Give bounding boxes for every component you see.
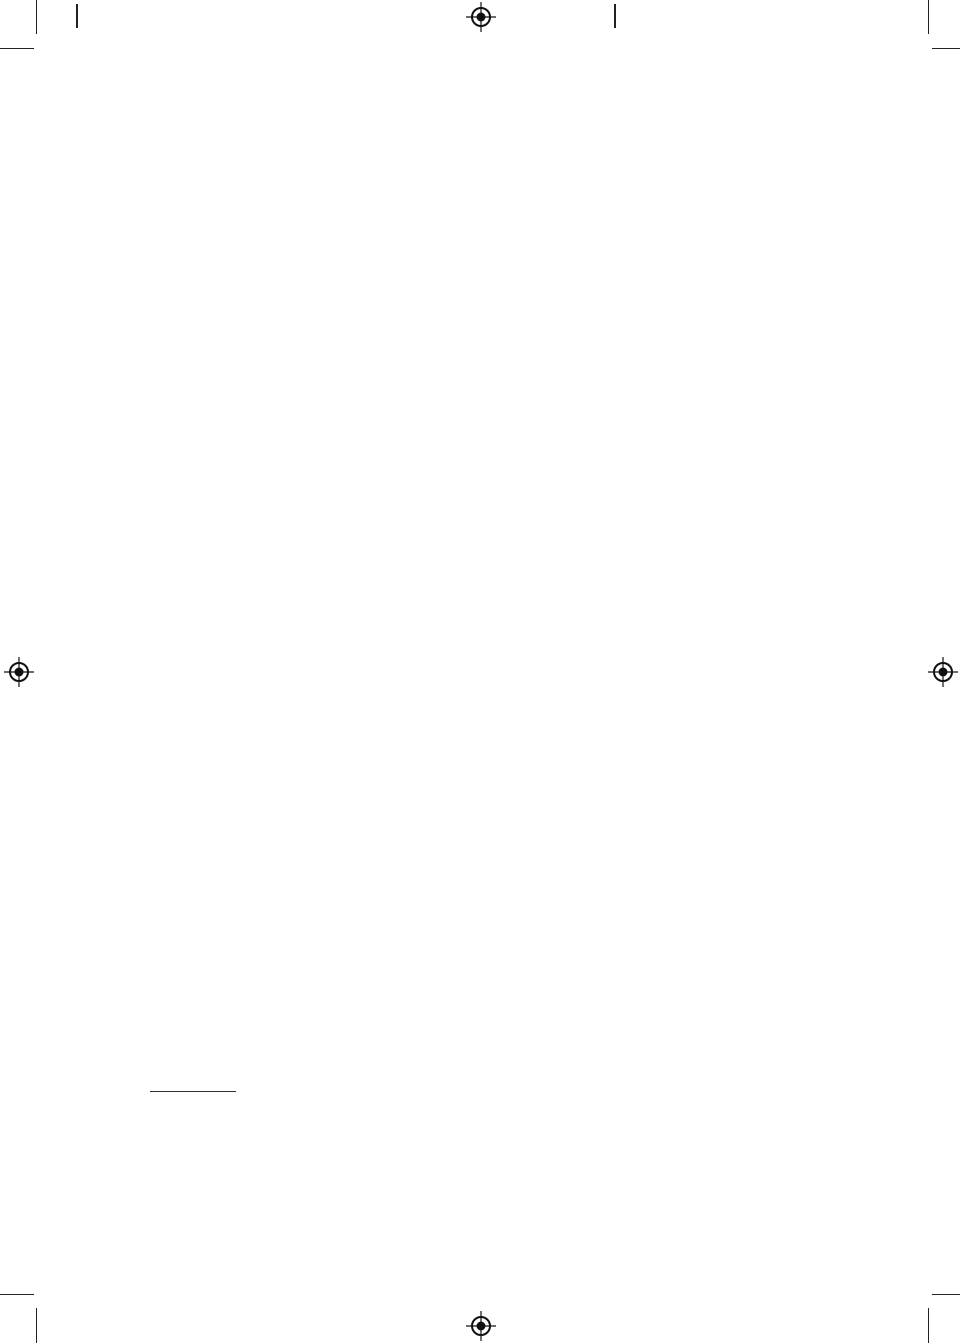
registration-mark-icon — [466, 1311, 496, 1341]
registration-mark-icon — [466, 2, 496, 32]
registration-mark-icon — [928, 657, 958, 687]
crop-mark-top-right-h — [932, 48, 960, 49]
crop-mark-top-right-v — [928, 0, 929, 34]
crop-mark-bottom-right-v — [928, 1308, 929, 1343]
crop-mark-bottom-left-v — [36, 1308, 37, 1343]
footnote-separator — [150, 1091, 236, 1092]
color-calibration-bar — [614, 4, 616, 28]
crop-mark-bottom-left-h — [0, 1294, 34, 1295]
crop-mark-bottom-right-h — [932, 1294, 960, 1295]
grayscale-calibration-bar — [76, 4, 78, 28]
crop-mark-top-left-h — [0, 48, 34, 49]
registration-mark-icon — [4, 657, 34, 687]
crop-mark-top-left-v — [36, 0, 37, 34]
